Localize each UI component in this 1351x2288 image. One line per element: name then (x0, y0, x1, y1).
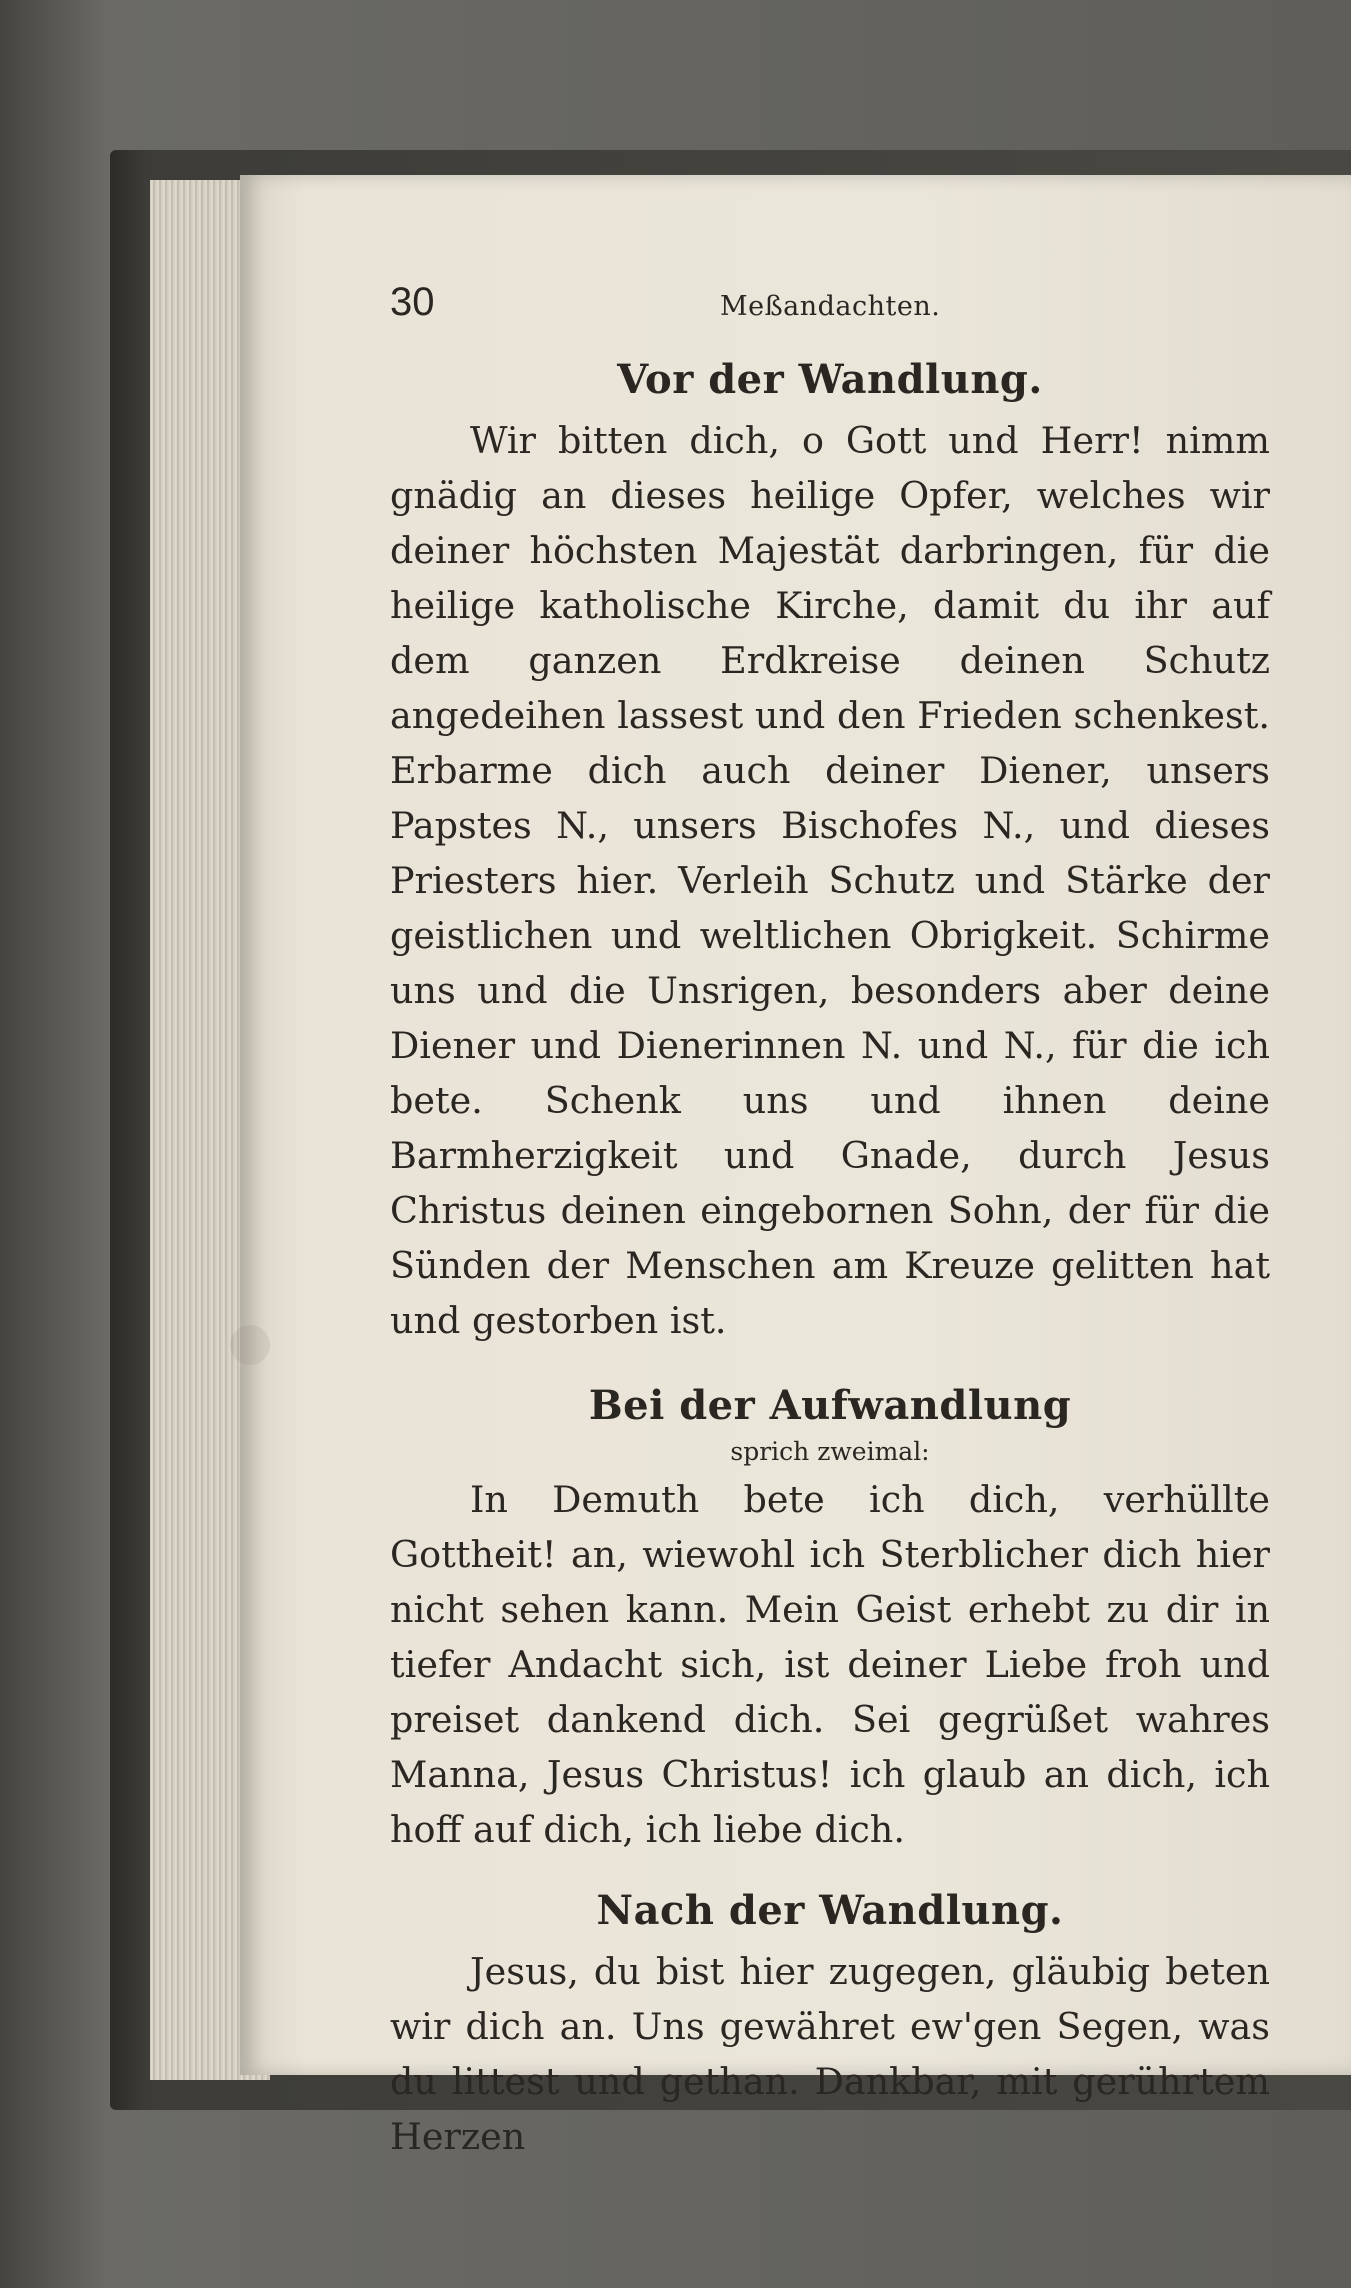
page-number: 30 (390, 280, 435, 324)
section-paragraph: Jesus, du bist hier zugegen, gläubig beten wir dich an. Uns gewähret ew'gen Segen, was du littest und gethan. Dankbar, mit gerührtem Herzen (390, 1950, 1270, 2158)
section-heading: Vor der Wandlung. (617, 356, 1043, 403)
page-header (390, 280, 1270, 340)
page-stain (230, 1325, 270, 1365)
book-page (240, 175, 1351, 2158)
section-heading: Nach der Wandlung. (596, 1887, 1064, 1934)
running-head: Meßandachten. (720, 291, 941, 322)
section-paragraph: Wir bitten dich, o Gott und Herr! nimm gnädig an dieses heilige Opfer, welches wir deiner höchsten Majestät darbringen, für die heilige katholische Kirche, damit du ihr auf dem ganzen Erdkreise deinen Schutz angedeihen lassest und den Frieden schenkest. Erbarme dich auch deiner Diener, unsers Papstes N., unsers Bischofes N., und dieses Priesters hier. Verleih Schutz und Stärke der geistlichen und weltlichen Obrigkeit. Schirme uns und die Unsrigen, besonders aber deine Diener und Dienerinnen N. und N., für die ich bete. Schenk uns und ihnen deine Barmherzigkeit und Gnade, durch Jesus Christus deinen eingebornen Sohn, der für die Sünden der Menschen am Kreuze gelitten hat und gestorben ist. (390, 419, 1270, 1342)
section-heading: Bei der Aufwandlung (588, 1382, 1072, 1429)
section-paragraph: In Demuth bete ich dich, verhüllte Gottheit! an, wiewohl ich Sterblicher dich hier nicht sehen kann. Mein Geist erhebt zu dir in tiefer Andacht sich, ist deiner Liebe froh und preiset dankend dich. Sei gegrüßet wahres Manna, Jesus Christus! ich glaub an dich, ich hoff auf dich, ich liebe dich. (390, 1478, 1270, 1851)
page-text-block (390, 280, 1270, 2164)
rubric-note: sprich zweimal: (730, 1437, 930, 1466)
